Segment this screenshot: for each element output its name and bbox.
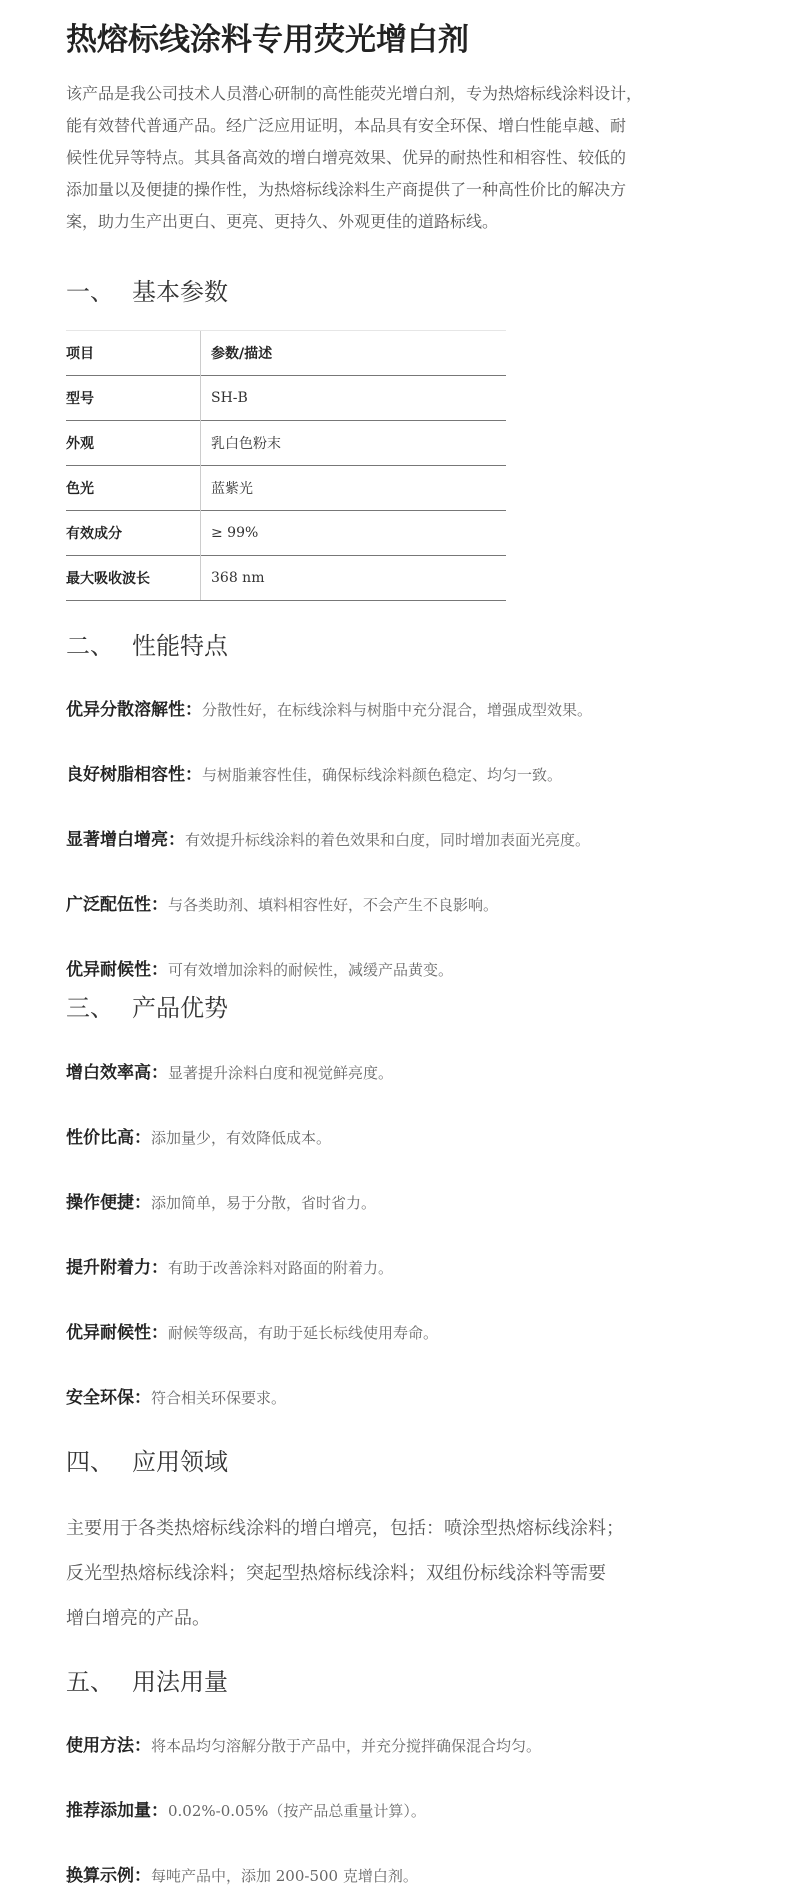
section-number: 三、 bbox=[66, 994, 114, 1022]
advantage-text: 添加量少，有效降低成本。 bbox=[151, 1129, 332, 1147]
advantage-text: 耐候等级高，有助于延长标线使用寿命。 bbox=[168, 1324, 439, 1342]
advantage-item bbox=[66, 1253, 393, 1278]
table-row bbox=[66, 421, 506, 466]
usage-item bbox=[66, 1731, 541, 1756]
feature-label: 优异分散溶解性： bbox=[66, 700, 202, 720]
advantage-text: 添加简单，易于分散，省时省力。 bbox=[151, 1194, 377, 1212]
section-heading-features bbox=[66, 626, 228, 661]
section-number: 四、 bbox=[66, 1448, 114, 1476]
table-value-cell: ≥ 99% bbox=[201, 511, 507, 556]
section-heading-usage bbox=[66, 1662, 228, 1697]
table-header-cell: 项目 bbox=[66, 331, 201, 376]
table-value-cell: 368 nm bbox=[201, 556, 507, 601]
advantage-text: 符合相关环保要求。 bbox=[151, 1389, 287, 1407]
feature-item bbox=[66, 825, 590, 850]
usage-label: 换算示例： bbox=[66, 1866, 151, 1886]
usage-item bbox=[66, 1796, 426, 1821]
table-row bbox=[66, 511, 506, 556]
advantage-label: 操作便捷： bbox=[66, 1193, 151, 1213]
advantage-label: 安全环保： bbox=[66, 1388, 151, 1408]
params-table bbox=[66, 330, 506, 601]
section-number: 一、 bbox=[66, 278, 114, 306]
table-key-cell: 色光 bbox=[66, 466, 201, 511]
table-header-cell: 参数/描述 bbox=[201, 331, 507, 376]
feature-item bbox=[66, 760, 562, 785]
intro-line: 候性优异等特点。其具备高效的增白增亮效果、优异的耐热性和相容性、较低的 bbox=[66, 148, 627, 167]
feature-label: 显著增白增亮： bbox=[66, 830, 185, 850]
feature-item bbox=[66, 695, 592, 720]
applications-line: 主要用于各类热熔标线涂料的增白增亮，包括：喷涂型热熔标线涂料； bbox=[66, 1518, 624, 1539]
feature-item bbox=[66, 955, 453, 980]
applications-paragraph bbox=[66, 1506, 706, 1641]
advantage-item bbox=[66, 1318, 438, 1343]
table-row bbox=[66, 376, 506, 421]
usage-item bbox=[66, 1861, 418, 1886]
table-key-cell: 最大吸收波长 bbox=[66, 556, 201, 601]
table-row bbox=[66, 556, 506, 601]
usage-label: 使用方法： bbox=[66, 1736, 151, 1756]
feature-text: 与各类助剂、填料相容性好，不会产生不良影响。 bbox=[168, 896, 499, 914]
feature-label: 广泛配伍性： bbox=[66, 895, 168, 915]
advantage-item bbox=[66, 1123, 331, 1148]
feature-text: 与树脂兼容性佳，确保标线涂料颜色稳定、均匀一致。 bbox=[202, 766, 563, 784]
feature-text: 有效提升标线涂料的着色效果和白度，同时增加表面光亮度。 bbox=[185, 831, 591, 849]
intro-line: 添加量以及便捷的操作性，为热熔标线涂料生产商提供了一种高性价比的解决方 bbox=[66, 180, 627, 199]
advantage-text: 显著提升涂料白度和视觉鲜亮度。 bbox=[168, 1064, 394, 1082]
table-row bbox=[66, 466, 506, 511]
section-title: 应用领域 bbox=[132, 1448, 228, 1476]
section-heading-params bbox=[66, 272, 228, 307]
table-header-row bbox=[66, 331, 506, 376]
intro-line: 能有效替代普通产品。经广泛应用证明，本品具有安全环保、增白性能卓越、耐 bbox=[66, 116, 627, 135]
usage-text: 将本品均匀溶解分散于产品中，并充分搅拌确保混合均匀。 bbox=[151, 1737, 542, 1755]
table-value-cell: 乳白色粉末 bbox=[201, 421, 507, 466]
intro-paragraph bbox=[66, 78, 706, 238]
section-heading-applications bbox=[66, 1442, 228, 1477]
section-title: 性能特点 bbox=[132, 632, 228, 660]
table-key-cell: 型号 bbox=[66, 376, 201, 421]
table-value-cell: SH-B bbox=[201, 376, 507, 421]
feature-item bbox=[66, 890, 498, 915]
feature-text: 可有效增加涂料的耐候性，减缓产品黄变。 bbox=[168, 961, 454, 979]
feature-text: 分散性好，在标线涂料与树脂中充分混合，增强成型效果。 bbox=[202, 701, 593, 719]
section-title: 产品优势 bbox=[132, 994, 228, 1022]
feature-label: 优异耐候性： bbox=[66, 960, 168, 980]
usage-text: 每吨产品中，添加 200-500 克增白剂。 bbox=[151, 1867, 418, 1885]
advantage-item bbox=[66, 1188, 376, 1213]
advantage-label: 优异耐候性： bbox=[66, 1323, 168, 1343]
intro-line: 案，助力生产出更白、更亮、更持久、外观更佳的道路标线。 bbox=[66, 212, 499, 231]
advantage-item bbox=[66, 1058, 393, 1083]
applications-line: 增白增亮的产品。 bbox=[66, 1608, 210, 1629]
page-title: 热熔标线涂料专用荧光增白剂 bbox=[66, 22, 469, 58]
advantage-label: 提升附着力： bbox=[66, 1258, 168, 1278]
table-key-cell: 有效成分 bbox=[66, 511, 201, 556]
section-title: 基本参数 bbox=[132, 278, 228, 306]
feature-label: 良好树脂相容性： bbox=[66, 765, 202, 785]
section-number: 二、 bbox=[66, 632, 114, 660]
table-key-cell: 外观 bbox=[66, 421, 201, 466]
section-number: 五、 bbox=[66, 1668, 114, 1696]
usage-text: 0.02%-0.05%（按产品总重量计算）。 bbox=[168, 1802, 426, 1820]
advantage-label: 性价比高： bbox=[66, 1128, 151, 1148]
advantage-text: 有助于改善涂料对路面的附着力。 bbox=[168, 1259, 394, 1277]
intro-line: 该产品是我公司技术人员潜心研制的高性能荧光增白剂，专为热熔标线涂料设计， bbox=[66, 84, 643, 103]
applications-line: 反光型热熔标线涂料；突起型热熔标线涂料；双组份标线涂料等需要 bbox=[66, 1563, 606, 1584]
section-heading-advantages bbox=[66, 988, 228, 1023]
section-title: 用法用量 bbox=[132, 1668, 228, 1696]
usage-label: 推荐添加量： bbox=[66, 1801, 168, 1821]
advantage-item bbox=[66, 1383, 286, 1408]
advantage-label: 增白效率高： bbox=[66, 1063, 168, 1083]
table-value-cell: 蓝紫光 bbox=[201, 466, 507, 511]
